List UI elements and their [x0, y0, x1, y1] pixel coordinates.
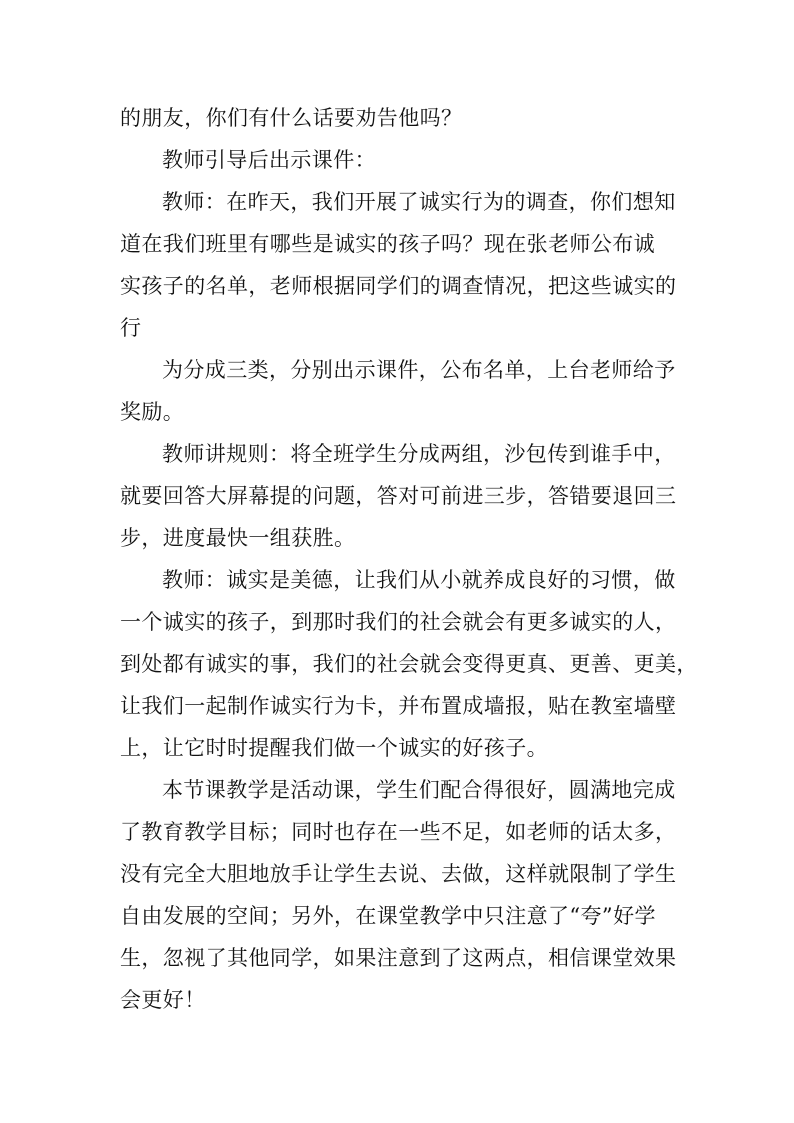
text-line: 行	[120, 316, 142, 340]
text-line: 了教育教学目标；同时也存在一些不足，如老师的话太多，	[120, 820, 677, 844]
text-line: 会更好！	[120, 988, 206, 1012]
text-line: 到处都有诚实的事，我们的社会就会变得更真、更善、更美，	[120, 652, 698, 676]
text-line: 教师讲规则：将全班学生分成两组，沙包传到谁手中，	[162, 442, 676, 466]
text-line: 上，让它时时提醒我们做一个诚实的好孩子。	[120, 736, 548, 760]
text-line: 没有完全大胆地放手让学生去说、去做，这样就限制了学生	[120, 862, 677, 886]
text-line: 的朋友，你们有什么话要劝告他吗？	[120, 106, 463, 130]
text-line: 自由发展的空间；另外，在课堂教学中只注意了“夸”好学	[120, 904, 656, 928]
text-line: 道在我们班里有哪些是诚实的孩子吗？现在张老师公布诚	[120, 232, 655, 256]
text-line: 实孩子的名单，老师根据同学们的调查情况，把这些诚实的	[120, 274, 677, 298]
text-line: 一个诚实的孩子，到那时我们的社会就会有更多诚实的人，	[120, 610, 677, 634]
text-line: 本节课教学是活动课，学生们配合得很好，圆满地完成	[162, 778, 676, 802]
text-line: 生，忽视了其他同学，如果注意到了这两点，相信课堂效果	[120, 946, 677, 970]
text-line: 就要回答大屏幕提的问题，答对可前进三步，答错要退回三	[120, 484, 677, 508]
text-line: 教师引导后出示课件：	[162, 148, 376, 172]
text-line: 让我们一起制作诚实行为卡，并布置成墙报，贴在教室墙壁	[120, 694, 677, 718]
text-line: 奖励。	[120, 400, 185, 424]
text-line: 步，进度最快一组获胜。	[120, 526, 356, 550]
text-line: 为分成三类，分别出示课件，公布名单，上台老师给予	[162, 358, 676, 382]
text-line: 教师：诚实是美德，让我们从小就养成良好的习惯，做	[162, 568, 676, 592]
text-line: 教师：在昨天，我们开展了诚实行为的调查，你们想知	[162, 190, 676, 214]
